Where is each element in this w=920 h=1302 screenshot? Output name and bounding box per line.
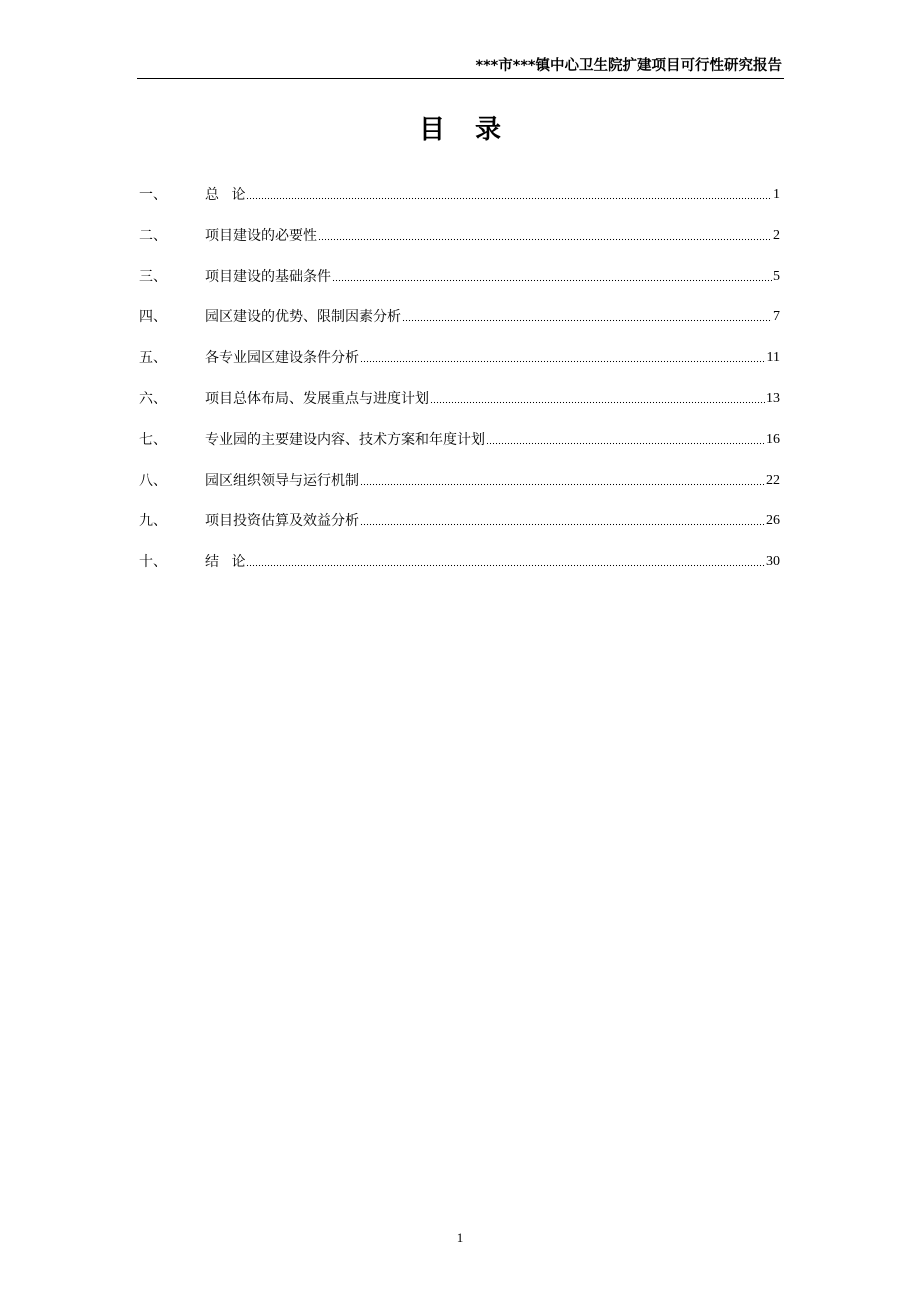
toc-entry-number: 五、 — [139, 350, 167, 367]
toc-entry-page: 1 — [773, 187, 780, 202]
toc-entry-title: 各专业园区建设条件分析 — [205, 350, 359, 367]
toc-leader-dots — [318, 226, 772, 241]
toc-entry-number: 一、 — [139, 187, 167, 203]
toc-entry-number: 九、 — [139, 513, 167, 530]
toc-leader-dots — [360, 471, 765, 486]
toc-leader-dots — [402, 307, 772, 322]
toc-entry-page: 7 — [773, 309, 780, 325]
toc-entry-title: 总 论 — [205, 187, 246, 203]
toc-entry-title: 园区建设的优势、限制因素分析 — [205, 309, 401, 326]
toc-entry-number: 四、 — [139, 309, 167, 326]
toc-entry[interactable] — [139, 185, 780, 226]
toc-leader-dots — [332, 267, 772, 282]
toc-entry-page: 5 — [773, 268, 780, 284]
toc-entry-title: 项目建设的必要性 — [205, 227, 317, 244]
toc-leader-dots — [430, 389, 765, 404]
toc-entry[interactable] — [139, 267, 780, 308]
toc-entry-page: 11 — [766, 350, 780, 366]
toc-entry-title: 园区组织领导与运行机制 — [205, 472, 359, 489]
toc-title: 目录 — [418, 115, 531, 145]
toc-leader-dots — [246, 185, 772, 200]
toc-entry-page: 16 — [766, 431, 780, 447]
toc-entry[interactable] — [139, 430, 780, 471]
toc-entry-number: 七、 — [139, 431, 167, 448]
toc-entry-page: 2 — [773, 227, 780, 243]
toc-entry-page: 26 — [766, 513, 780, 529]
toc-leader-dots — [486, 430, 765, 445]
toc-leader-dots — [360, 348, 766, 363]
toc-entry[interactable] — [139, 511, 780, 552]
toc-entry-title: 结 论 — [205, 554, 246, 571]
toc-entry-number: 六、 — [139, 390, 167, 407]
toc-entry[interactable] — [139, 552, 780, 593]
toc-list — [139, 185, 780, 593]
page-number: 1 — [456, 1230, 464, 1245]
toc-entry-page: 22 — [766, 472, 780, 488]
toc-entry-number: 十、 — [139, 554, 167, 571]
toc-entry-title: 项目总体布局、发展重点与进度计划 — [205, 390, 429, 407]
toc-entry[interactable] — [139, 348, 780, 389]
toc-leader-dots — [246, 552, 765, 567]
page-header — [137, 54, 784, 79]
toc-entry[interactable] — [139, 226, 780, 267]
toc-entry[interactable] — [139, 307, 780, 348]
toc-entry[interactable] — [139, 471, 780, 512]
header-title: ***市***镇中心卫生院扩建项目可行性研究报告 — [475, 58, 782, 74]
toc-entry-title: 项目建设的基础条件 — [205, 268, 331, 285]
toc-entry-number: 三、 — [139, 268, 167, 285]
toc-entry-title: 项目投资估算及效益分析 — [205, 513, 359, 530]
toc-entry-number: 八、 — [139, 472, 167, 489]
toc-entry[interactable] — [139, 389, 780, 430]
toc-entry-page: 30 — [766, 554, 780, 570]
toc-entry-title: 专业园的主要建设内容、技术方案和年度计划 — [205, 431, 485, 448]
toc-leader-dots — [360, 511, 765, 526]
toc-entry-page: 13 — [766, 390, 780, 406]
toc-entry-number: 二、 — [139, 227, 167, 244]
